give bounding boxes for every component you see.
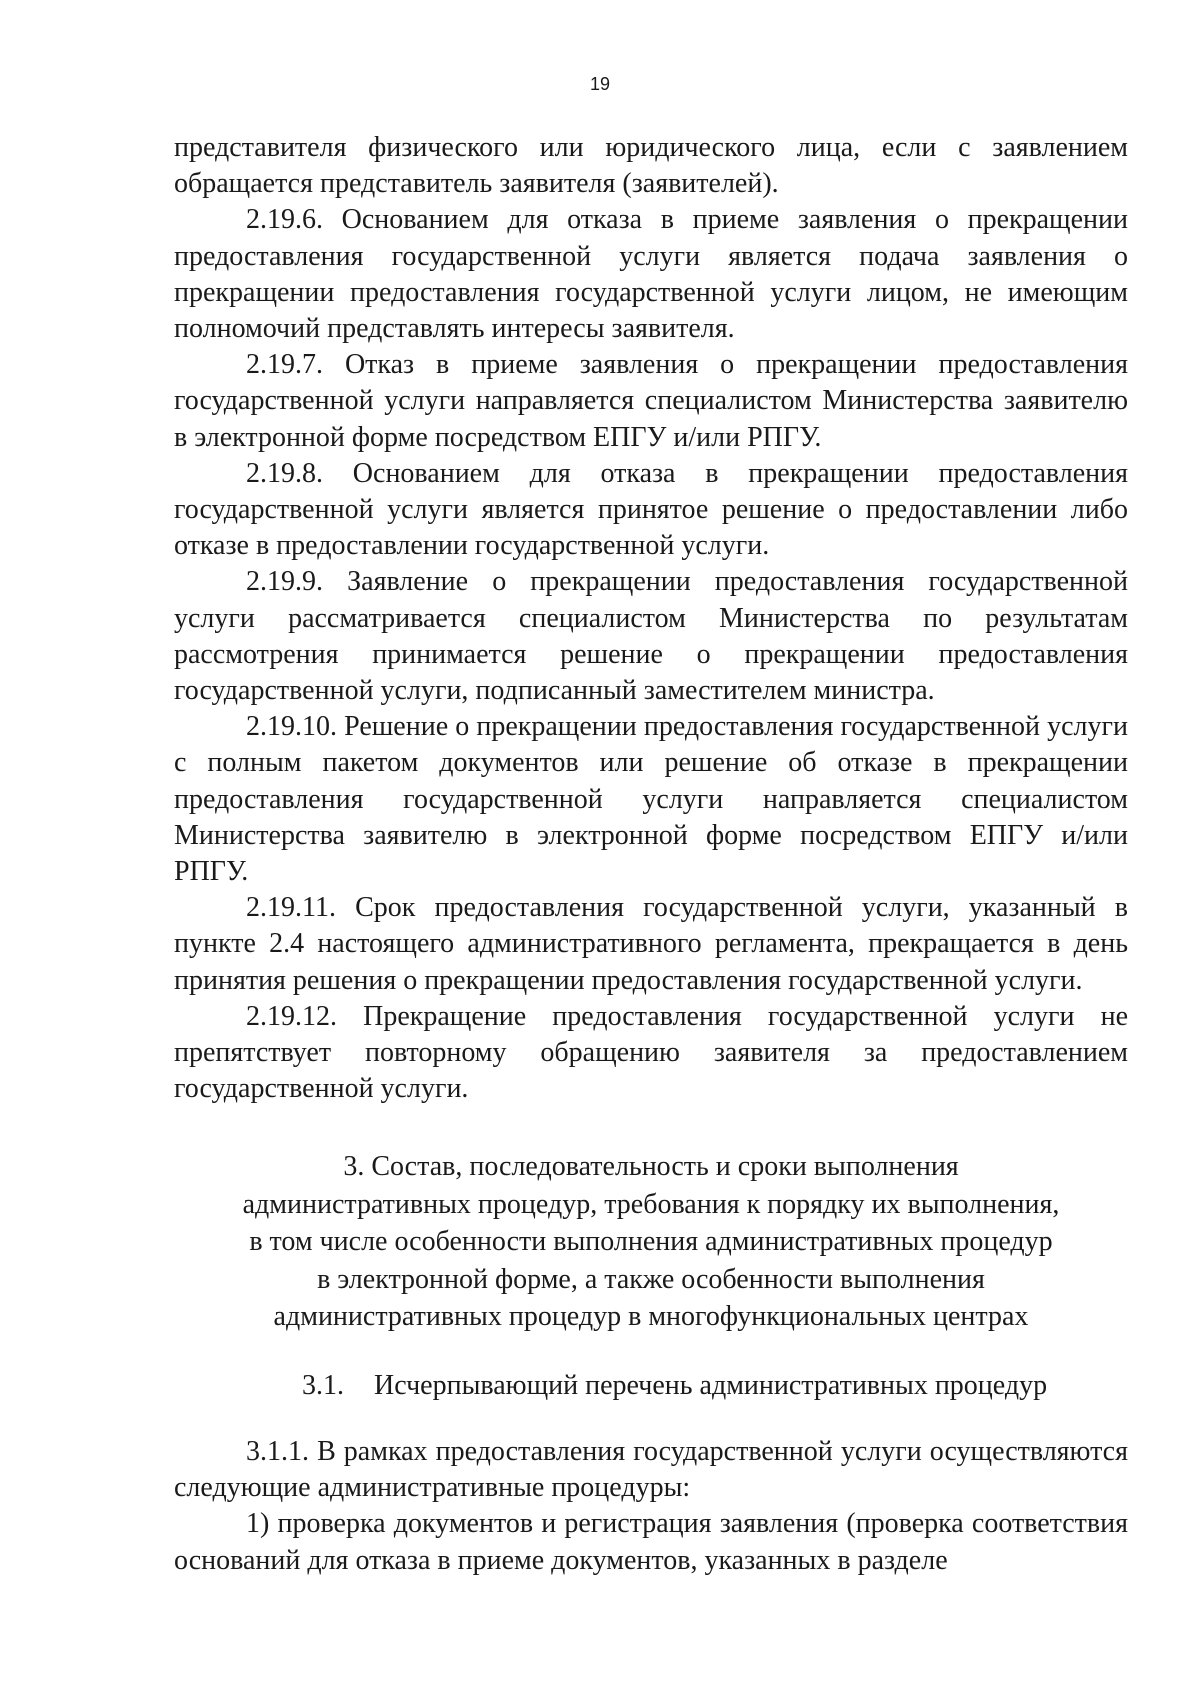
subsection-title: Исчерпывающий перечень административных процедур (374, 1370, 1048, 1401)
continuation-paragraph: представителя физического или юридического лица, если с заявлением обращается представитель заявителя (заявителей). (174, 132, 1128, 200)
section-heading-line: в электронной форме, а также особенности выполнения (317, 1263, 985, 1295)
paragraph-3-1-1: 3.1.1. В рамках предоставления государственной услуги осуществляются следующие административные процедуры: (174, 1436, 1128, 1504)
paragraph-2-19-9: 2.19.9. Заявление о прекращении предоставления государственной услуги рассматривается специалистом Министерства по результатам рассмотрения принимается решение о прекращении предоставления государственной услуги, подписанный заместителем министра. (174, 566, 1128, 707)
list-item-1: 1) проверка документов и регистрация заявления (проверка соответствия оснований для отказа в приеме документов, указанных в разделе (174, 1508, 1128, 1576)
paragraph-2-19-11: 2.19.11. Срок предоставления государственной услуги, указанный в пункте 2.4 настоящего административного регламента, прекращается в день принятия решения о прекращении предоставления государственной услуги. (174, 892, 1128, 996)
section-heading-line: административных процедур в многофункциональных центрах (273, 1301, 1029, 1332)
paragraph-2-19-6: 2.19.6. Основанием для отказа в приеме заявления о прекращении предоставления государственной услуги является подача заявления о прекращении предоставления государственной услуги лицом, не имеющим полномочий представлять интересы заявителя. (174, 204, 1128, 345)
section-heading-line: административных процедур, требования к порядку их выполнения, (242, 1188, 1060, 1220)
section-heading-line: в том числе особенности выполнения административных процедур (249, 1226, 1053, 1257)
page-number: 19 (589, 74, 611, 94)
paragraph-2-19-7: 2.19.7. Отказ в приеме заявления о прекращении предоставления государственной услуги направляется специалистом Министерства заявителю в электронной форме посредством ЕПГУ и/или РПГУ. (174, 349, 1128, 453)
document-body (174, 130, 1128, 1107)
paragraph-2-19-12: 2.19.12. Прекращение предоставления государственной услуги не препятствует повторному обращению заявителя за предоставлением государственной услуги. (174, 1000, 1128, 1105)
subsection-number: 3.1. (302, 1370, 344, 1401)
paragraph-2-19-10: 2.19.10. Решение о прекращении предоставления государственной услуги с полным пакетом документов или решение об отказе в прекращении предоставления государственной услуги направляется специалистом Министерства заявителю в электронной форме посредством ЕПГУ и/или РПГУ. (174, 711, 1128, 888)
section-heading (174, 1148, 1128, 1336)
paragraph-2-19-8: 2.19.8. Основанием для отказа в прекращении предоставления государственной услуги является принятое решение о предоставлении либо отказе в предоставлении государственной услуги. (174, 457, 1128, 562)
section-heading-line: 3. Состав, последовательность и сроки выполнения (343, 1151, 959, 1182)
document-body-continued (174, 1434, 1128, 1579)
